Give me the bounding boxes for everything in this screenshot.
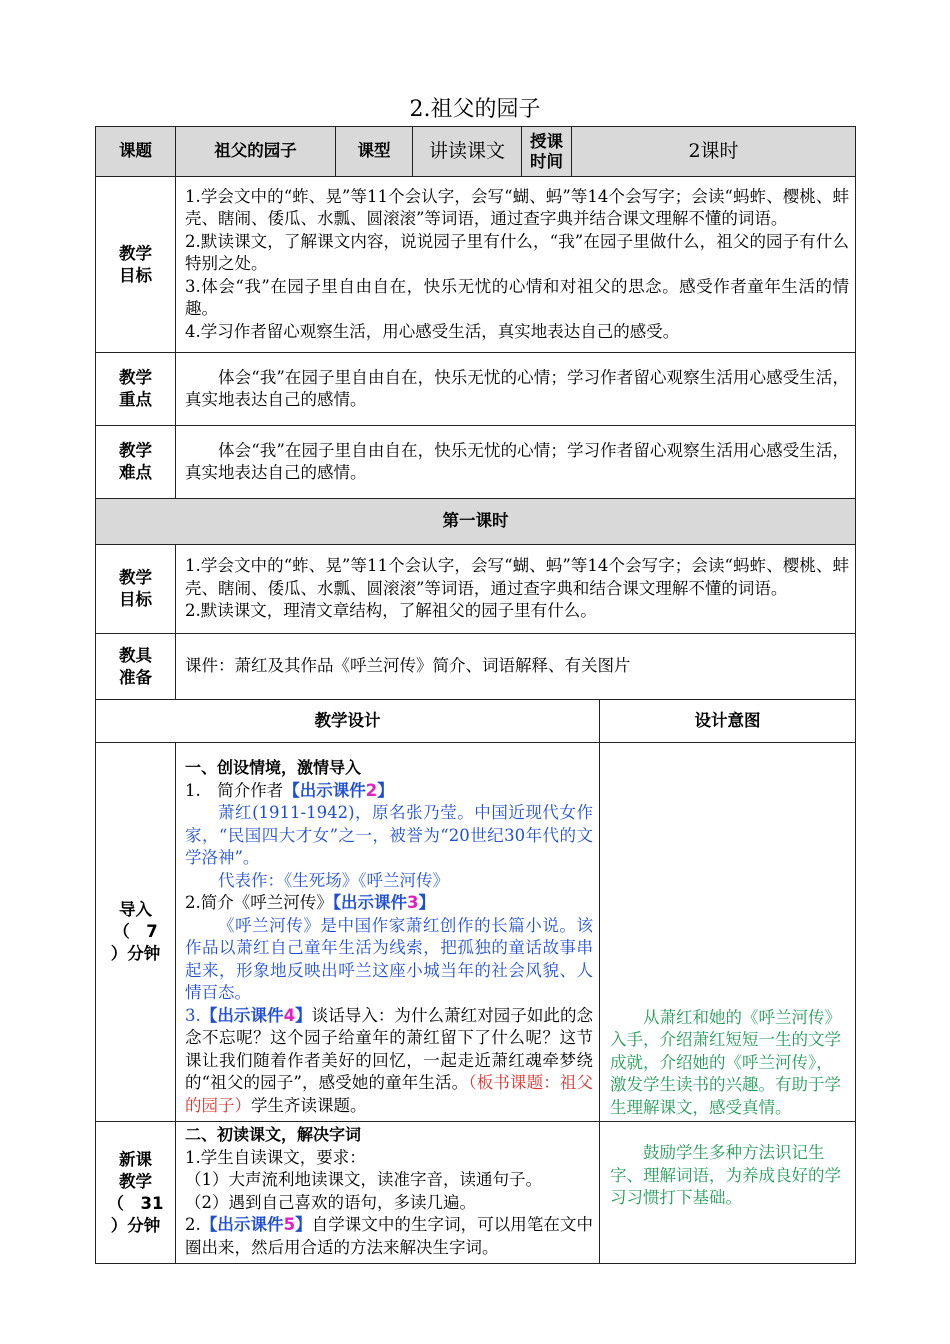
difficulties-row [96,426,856,499]
design-header-row [96,700,856,743]
goal-item: 3.体会“我”在园子里自由自在，快乐无忧的心情和对祖父的思念。感受作者童年生活的情趣。 [185,276,849,319]
type-label: 课型 [336,127,413,177]
new-lesson-text: 二、初读课文，解决字词 1.学生自读课文，要求： （1）大声流利地读课文，读准字音，读通句子。 （2）遇到自己喜欢的语句，多读几遍。 2.【出示课件5】自学课文中的生字词，可以用笔在文中圈出来，然后用合适的方法来解决生字词。 [176,1122,600,1264]
intro-novel-desc: 《呼兰河传》是中国作家萧红创作的长篇小说。该作品以萧红自己童年生活为线索，把孤独的童话故事串起来，形象地反映出呼兰这座小城当年的社会风貌、人情百态。 [185,915,593,1002]
intro-intent: 从萧红和她的《呼兰河传》入手，介绍萧红短短一生的文学成就，介绍她的《呼兰河传》，激发学生读书的兴趣。有助于学生理解课文，感受真情。 [600,743,856,1122]
intro-para-2: 2.简介《呼兰河传》【出示课件3】 [185,893,435,912]
first-lesson-row [96,499,856,545]
type-value: 讲读课文 [413,127,522,177]
key-points-row [96,353,856,426]
new-lesson-intent: 鼓励学生多种方法识记生字、理解词语，为养成良好的学习习惯打下基础。 [600,1122,856,1264]
first-lesson-goals-text [176,545,856,634]
goal-item: 2.默读课文，理清文章结构，了解祖父的园子里有什么。 [185,601,597,621]
intro-row [96,743,856,1122]
goals-text [176,177,856,353]
difficulties-label: 教学 难点 [96,426,176,499]
intro-para-1: 1. 简介作者【出示课件2】 [185,780,394,800]
first-lesson-heading: 第一课时 [96,499,856,545]
intro-para-3: 3.【出示课件4】谈话导入：为什么萧红对园子如此的念念不忘呢？这个园子给童年的萧红留下了什么呢？这节课让我们随着作者美好的回忆，一起走近萧红魂牵梦绕的“祖父的园子”，感受她的童年生活。（板书课题：祖父的园子）学生齐读课题。 [185,1005,594,1115]
goals-row [96,177,856,353]
lesson-plan-table [95,126,856,1264]
design-header: 教学设计 [96,700,600,743]
new-lesson-row [96,1122,856,1264]
section-title: 二、初读课文，解决字词 [185,1125,362,1144]
goal-item: 1.学会文中的“蚱、晃”等11个会认字，会写“蝴、蚂”等14个会写字；会读“蚂蚱、樱桃、蚌壳、瞎闹、倭瓜、水瓢、圆滚滚”等词语，通过查字典和结合课文理解不懂的词语。 [185,556,849,598]
first-lesson-goals-label: 教学 目标 [96,545,176,634]
prep-text: 课件：萧红及其作品《呼兰河传》简介、词语解释、有关图片 [176,634,856,700]
goals-label: 教学 目标 [96,177,176,353]
intro-label: 导入 （ 7 ）分钟 [96,743,176,1122]
new-lesson-label: 新课 教学 （ 31 ）分钟 [96,1122,176,1264]
goal-item: 4.学习作者留心观察生活，用心感受生活，真实地表达自己的感受。 [185,321,680,341]
time-value: 2课时 [572,127,856,177]
key-points-text: 体会“我”在园子里自由自在，快乐无忧的心情；学习作者留心观察生活用心感受生活，真实地表达自己的感情。 [176,353,856,426]
intent-header: 设计意图 [600,700,856,743]
goal-item: 2.默读课文，了解课文内容，说说园子里有什么，“我”在园子里做什么，祖父的园子有什么特别之处。 [185,231,849,274]
prep-row [96,634,856,700]
topic-value: 祖父的园子 [176,127,336,177]
difficulties-text: 体会“我”在园子里自由自在，快乐无忧的心情；学习作者留心观察生活用心感受生活，真实地表达自己的感情。 [176,426,856,499]
section-title: 一、创设情境，激情导入 [185,758,362,777]
intro-text [176,743,600,1122]
intro-author-bio: 萧红(1911-1942)，原名张乃莹。中国近现代女作家，“民国四大才女”之一，被誉为“20世纪30年代的文学洛神”。 [185,803,593,867]
page-title: 2.祖父的园子 [409,97,541,122]
first-lesson-goals-row [96,545,856,634]
goal-item: 1.学会文中的“蚱、晃”等11个会认字，会写“蝴、蚂”等14个会写字；会读“蚂蚱、樱桃、蚌壳、瞎闹、倭瓜、水瓢、圆滚滚”等词语，通过查字典并结合课文理解不懂的词语。 [185,186,849,229]
intro-works: 代表作：《生死场》《呼兰河传》 [218,870,449,890]
header-row [96,127,856,177]
topic-label: 课题 [96,127,176,177]
key-points-label: 教学 重点 [96,353,176,426]
time-label: 授课 时间 [522,127,572,177]
prep-label: 教具 准备 [96,634,176,700]
